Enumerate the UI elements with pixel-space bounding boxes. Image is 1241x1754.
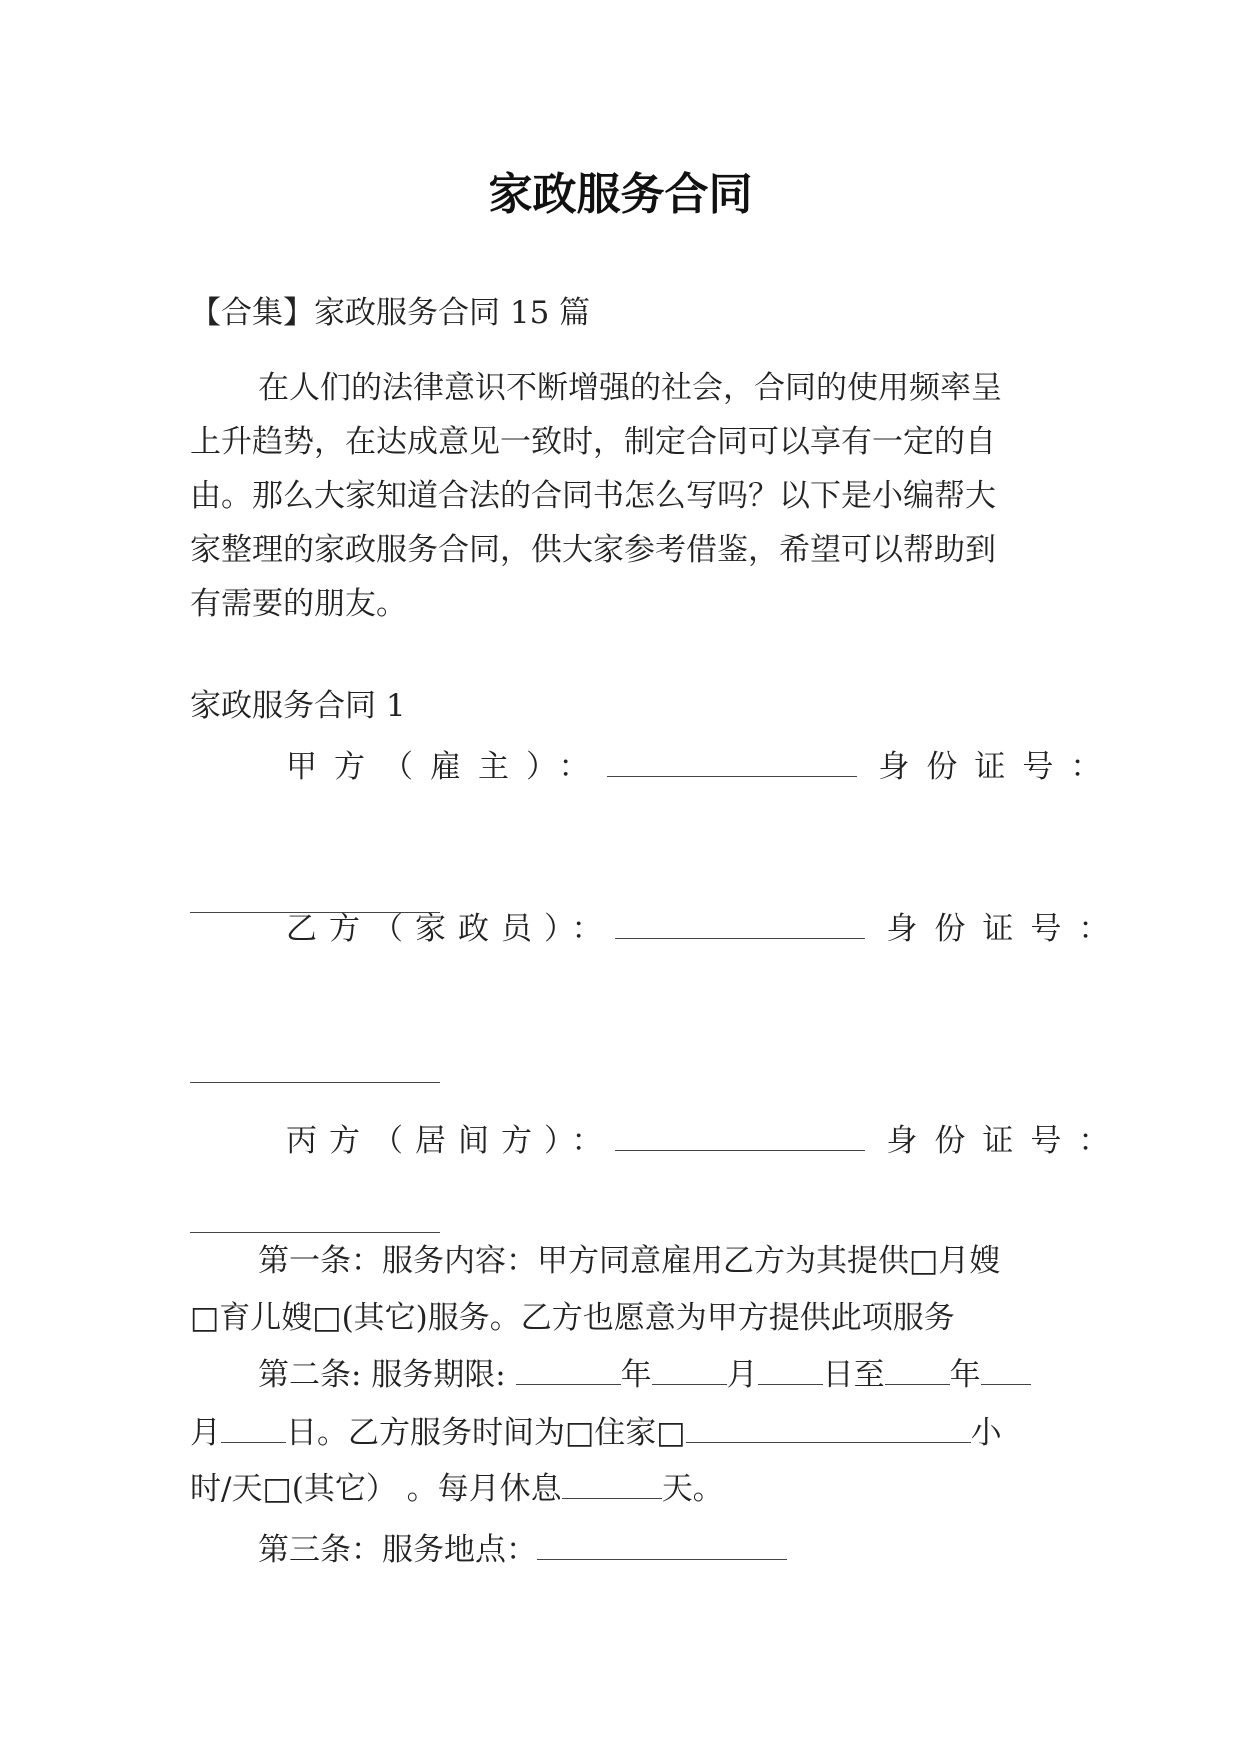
party-jia-row xyxy=(286,749,1119,785)
party-jia-label: 甲方（雇主）： xyxy=(286,749,607,785)
year-label: 年 xyxy=(620,1357,652,1393)
clause-1-line: □育儿嫂□(其它)服务。乙方也愿意为甲方提供此项服务 xyxy=(190,1300,955,1336)
party-bing-label: 丙方（居间方）： xyxy=(286,1123,615,1159)
days-label: 天。 xyxy=(661,1471,724,1507)
month-label: 月 xyxy=(190,1415,221,1451)
clause-3-label: 第三条：服务地点： xyxy=(258,1532,537,1568)
party-bing-id-field[interactable] xyxy=(190,1210,440,1233)
month-label: 月 xyxy=(726,1357,758,1393)
intro-line: 在人们的法律意识不断增强的社会，合同的使用频率呈 xyxy=(258,370,1002,406)
hour-end-text: 小 xyxy=(970,1415,1002,1451)
hours-per-day-field[interactable] xyxy=(686,1420,971,1443)
party-bing-id-label: 身份证号： xyxy=(886,1123,1127,1159)
party-yi-id-label: 身份证号： xyxy=(886,911,1127,947)
party-bing-row xyxy=(286,1123,1127,1159)
intro-line: 有需要的朋友。 xyxy=(190,586,407,622)
service-location-field[interactable] xyxy=(537,1537,787,1560)
party-jia-id-label: 身份证号： xyxy=(878,749,1119,785)
rest-days-field[interactable] xyxy=(562,1476,662,1499)
start-month-field[interactable] xyxy=(652,1362,727,1385)
year-label: 年 xyxy=(949,1357,981,1393)
party-jia-id-field[interactable] xyxy=(190,890,440,913)
start-day-field[interactable] xyxy=(758,1362,823,1385)
end-year-field[interactable] xyxy=(885,1362,950,1385)
intro-line: 上升趋势，在达成意见一致时，制定合同可以享有一定的自 xyxy=(190,424,996,460)
clause-2-line-2 xyxy=(190,1415,1002,1451)
party-yi-id-field[interactable] xyxy=(190,1060,440,1083)
intro-line: 家整理的家政服务合同，供大家参考借鉴，希望可以帮助到 xyxy=(190,532,996,568)
clause-3-line xyxy=(258,1532,787,1568)
start-year-field[interactable] xyxy=(516,1362,621,1385)
party-yi-label: 乙方（家政员）： xyxy=(286,911,615,947)
intro-line: 由。那么大家知道合法的合同书怎么写吗？以下是小编帮大 xyxy=(190,478,996,514)
page-title: 家政服务合同 xyxy=(488,169,753,220)
day-to-label: 日至 xyxy=(822,1357,885,1393)
clause-2-line-1 xyxy=(258,1357,1031,1393)
clause-1-line: 第一条：服务内容：甲方同意雇用乙方为其提供□月嫂 xyxy=(258,1243,1001,1279)
end-day-field[interactable] xyxy=(221,1420,286,1443)
section-heading: 家政服务合同 1 xyxy=(190,688,406,724)
party-yi-row xyxy=(286,911,1127,947)
rest-days-text: 时/天□(其它） 。每月休息 xyxy=(190,1471,562,1507)
clause-2-line-3 xyxy=(190,1471,724,1507)
party-bing-name-field[interactable] xyxy=(615,1128,865,1151)
party-jia-name-field[interactable] xyxy=(607,754,857,777)
document-subtitle: 【合集】家政服务合同 15 篇 xyxy=(190,295,591,331)
service-time-text: 日。乙方服务时间为□住家□ xyxy=(286,1415,686,1451)
clause-2-label: 第二条: 服务期限: xyxy=(258,1357,516,1393)
party-yi-name-field[interactable] xyxy=(615,916,865,939)
end-month-field[interactable] xyxy=(981,1362,1031,1385)
